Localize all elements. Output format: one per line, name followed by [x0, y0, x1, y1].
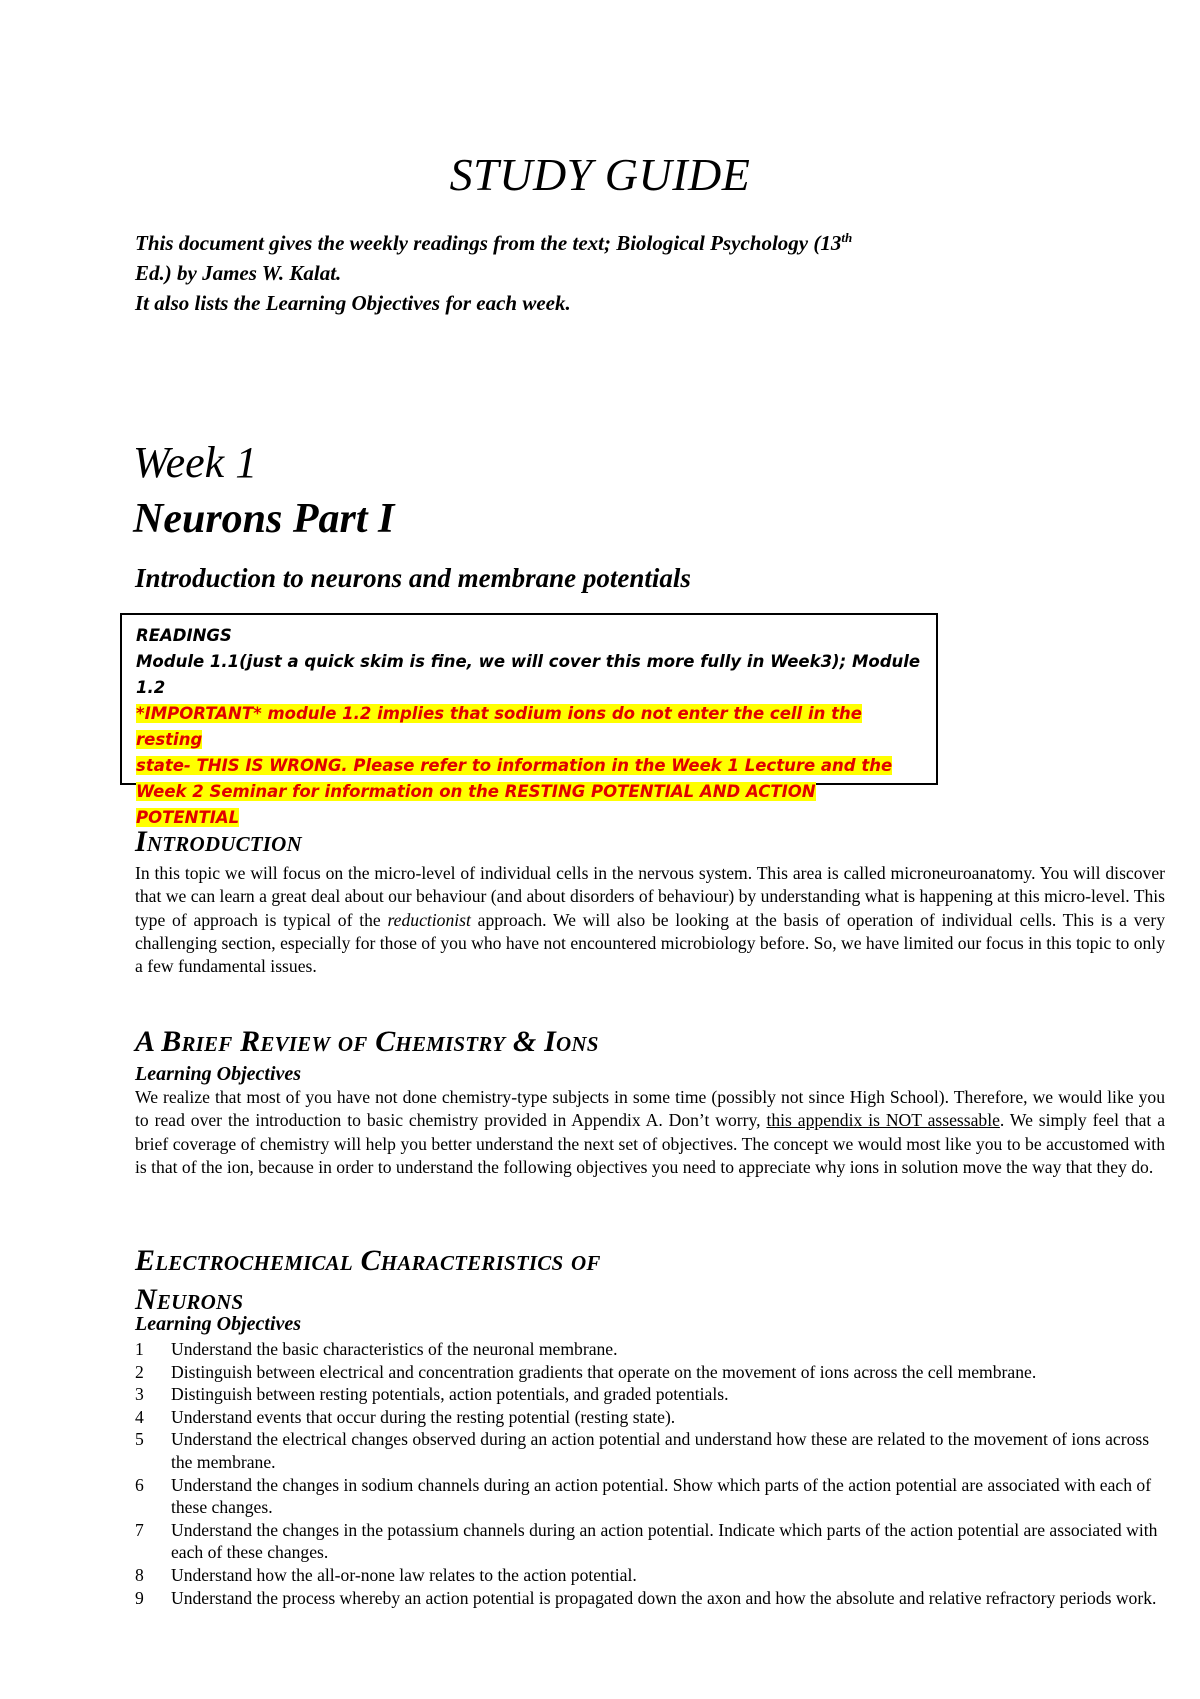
objective-text: Understand the process whereby an action potential is propagated down the axon and how the absolute and relative refractory periods work.: [171, 1587, 1157, 1608]
objective-text: Understand the changes in the potassium channels during an action potential. Indicate which parts of the action potential are associated with each of these changes.: [171, 1519, 1158, 1563]
objective-item: [135, 1338, 1170, 1361]
objectives-list: [135, 1338, 1170, 1609]
objective-number: 2: [135, 1361, 144, 1382]
important-note-text-2: state- THIS IS WRONG. Please refer to information in the Week 1 Lecture and the: [136, 756, 893, 775]
important-note-line-2: [136, 753, 922, 779]
introduction-heading: Introduction: [135, 825, 302, 858]
intro-line-3: It also lists the Learning Objectives for each week.: [135, 291, 571, 315]
introduction-text-part-1: In this topic we will focus on the micro-level of individual cells in the nervous system. This area is called microneuroanatomy. You will discover that we can learn a great deal about our behaviour (and about disorders of behaviour) by understanding what is happening at this micro-level. This type of approach is typical of the: [135, 863, 1165, 930]
electrochemical-heading-line-2: Neurons: [135, 1283, 244, 1316]
intro-line-2: Ed.) by James W. Kalat.: [135, 261, 342, 285]
important-note-text-3: Week 2 Seminar for information on the RESTING POTENTIAL AND ACTION POTENTIAL: [136, 782, 816, 827]
objective-number: 4: [135, 1406, 144, 1427]
chemistry-heading: A Brief Review of Chemistry & Ions: [135, 1025, 599, 1058]
not-assessable-underlined: this appendix is NOT assessable: [766, 1110, 1000, 1131]
chemistry-text: [135, 1086, 1165, 1179]
introduction-text: [135, 862, 1165, 978]
readings-line-1: Module 1.1(just a quick skim is fine, we will cover this more fully in Week3); Module: [136, 652, 921, 671]
important-note-line-1: [136, 701, 922, 753]
objective-item: [135, 1474, 1170, 1519]
objective-item: [135, 1383, 1170, 1406]
readings-box: [120, 613, 938, 827]
objective-item: [135, 1406, 1170, 1429]
objective-item: [135, 1428, 1170, 1473]
objective-item: [135, 1361, 1170, 1384]
objective-number: 3: [135, 1384, 144, 1405]
document-title: STUDY GUIDE: [449, 149, 751, 200]
objective-text: Distinguish between electrical and concentration gradients that operate on the movement of ions across the cell membrane.: [171, 1361, 1037, 1382]
objective-item: [135, 1564, 1170, 1587]
objective-number: 8: [135, 1564, 144, 1585]
chemistry-text-part-2: . We simply feel that a brief coverage of chemistry will help you better understand the next set of objectives. The concept we would most like you to be accustomed with is that of the ion, because in order to understand the following objectives you need to appreciate why ions in solution move the way that they do.: [135, 1110, 1165, 1177]
important-note-text-1: *IMPORTANT* module 1.2 implies that sodium ions do not enter the cell in the resting: [136, 704, 862, 749]
readings-heading: READINGS: [136, 626, 232, 645]
objective-text: Understand the basic characteristics of the neuronal membrane.: [171, 1339, 618, 1359]
edition-superscript: th: [841, 230, 853, 245]
topic-subtitle: Introduction to neurons and membrane potentials: [135, 563, 691, 593]
electrochemical-learning-objectives-label: Learning Objectives: [135, 1313, 302, 1335]
objective-number: 1: [135, 1339, 144, 1359]
intro-block: [135, 228, 1135, 318]
readings-line-2: 1.2: [136, 678, 166, 697]
chemistry-text-part-1: We realize that most of you have not done chemistry-type subjects in some time (possibly not since High School). Therefore, we would like you to read over the introduction to basic chemistry provided in Appendix A. Don’t worry,: [135, 1087, 1165, 1131]
objective-number: 6: [135, 1474, 144, 1495]
objective-item: [135, 1587, 1170, 1610]
introduction-italic-term: reductionist: [387, 909, 471, 930]
objective-text: Distinguish between resting potentials, action potentials, and graded potentials.: [171, 1384, 729, 1405]
objective-text: Understand the electrical changes observed during an action potential and understand how these are related to the movement of ions across the membrane.: [171, 1429, 1150, 1472]
objective-text: Understand how the all-or-none law relates to the action potential.: [171, 1564, 637, 1585]
objective-number: 5: [135, 1429, 144, 1450]
objective-number: 7: [135, 1519, 144, 1540]
electrochemical-heading-line-1: Electrochemical Characteristics of: [135, 1244, 601, 1277]
chemistry-learning-objectives-label: Learning Objectives: [135, 1063, 302, 1085]
objective-text: Understand the changes in sodium channels during an action potential. Show which parts of the action potential are associated with each of these changes.: [171, 1474, 1152, 1518]
objective-number: 9: [135, 1587, 144, 1608]
week-label: Week 1: [133, 438, 258, 487]
intro-line-1: [135, 228, 1135, 258]
objective-text: Understand events that occur during the resting potential (resting state).: [171, 1406, 676, 1427]
objective-item: [135, 1519, 1170, 1564]
intro-line-1-text: This document gives the weekly readings from the text; Biological Psychology (13: [135, 231, 842, 255]
topic-title: Neurons Part I: [133, 496, 395, 542]
introduction-text-part-2: approach. We will also be looking at the basis of operation of individual cells. This is a very challenging section, especially for those of you who have not encountered microbiology before. So, we have limited our focus in this topic to only a few fundamental issues.: [135, 909, 1166, 977]
